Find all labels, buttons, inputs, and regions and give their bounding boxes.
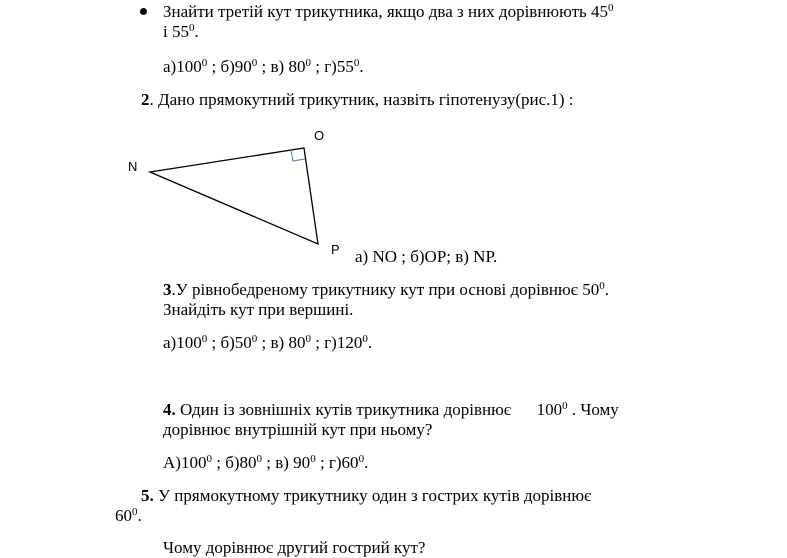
q2-text: 2. Дано прямокутний трикутник, назвіть гіпотенузу(рис.1) : bbox=[141, 90, 574, 109]
vertex-label-p: P bbox=[331, 242, 340, 257]
vertex-label-n: N bbox=[128, 159, 138, 174]
right-angle-marker bbox=[291, 150, 305, 161]
q3-answer-c: в) $80^0$ ; bbox=[270, 333, 325, 352]
q3-answer-d: $г)120^0$. bbox=[324, 333, 373, 352]
q1-answer-b: $б)90^0$ ; bbox=[220, 57, 271, 76]
q3-answers bbox=[163, 333, 372, 353]
q1-answer-d: $г)55^0$. bbox=[324, 57, 364, 76]
q3-text-line1: 3.У рівнобедреному трикутнику кут при основі дорівнює $50^0$. bbox=[163, 280, 609, 299]
q4-answer-c: в) $90^0$ ; bbox=[275, 453, 329, 472]
q1-answer-c: в) $80^0$ ; bbox=[270, 57, 325, 76]
q4-text-line2: дорівнює внутрішній кут при ньому? bbox=[163, 420, 433, 439]
q1-text-line1: Знайти третій кут трикутника, якщо два з них дорівнюють $45^0$ bbox=[163, 2, 614, 21]
q1-answer-a: $а)100^0$ ; bbox=[163, 57, 221, 76]
triangle-shape bbox=[150, 148, 318, 244]
q5-text-line1: 5. У прямокутному трикутнику один з гострих кутів дорівнює bbox=[141, 486, 592, 505]
q4-answer-a: $А)100^0$ ; bbox=[163, 453, 226, 472]
q4-answer-b: $б)80^0$ ; bbox=[225, 453, 276, 472]
q5-text-line2: $60^0$. bbox=[115, 506, 142, 525]
vertex-label-o: O bbox=[314, 128, 325, 143]
q4-answer-d: $г)60^0$. bbox=[328, 453, 369, 472]
q3-text-line2: Знайдіть кут при вершині. bbox=[163, 300, 354, 319]
q1-text-line2: і $55^0$. bbox=[163, 22, 199, 41]
q4-answers bbox=[163, 453, 368, 473]
q5-text-line3: Чому дорівнює другий гострий кут? bbox=[163, 538, 426, 557]
q2-answers: а) NO ; б)OP; в) NP. bbox=[355, 247, 498, 266]
q3-answer-a: $а)100^0$ ; bbox=[163, 333, 221, 352]
q4-text-line1: 4. Один із зовнішніх кутів трикутника дорівнює $100^0$ . Чому bbox=[163, 400, 619, 419]
q3-answer-b: $б)50^0$ ; bbox=[220, 333, 271, 352]
